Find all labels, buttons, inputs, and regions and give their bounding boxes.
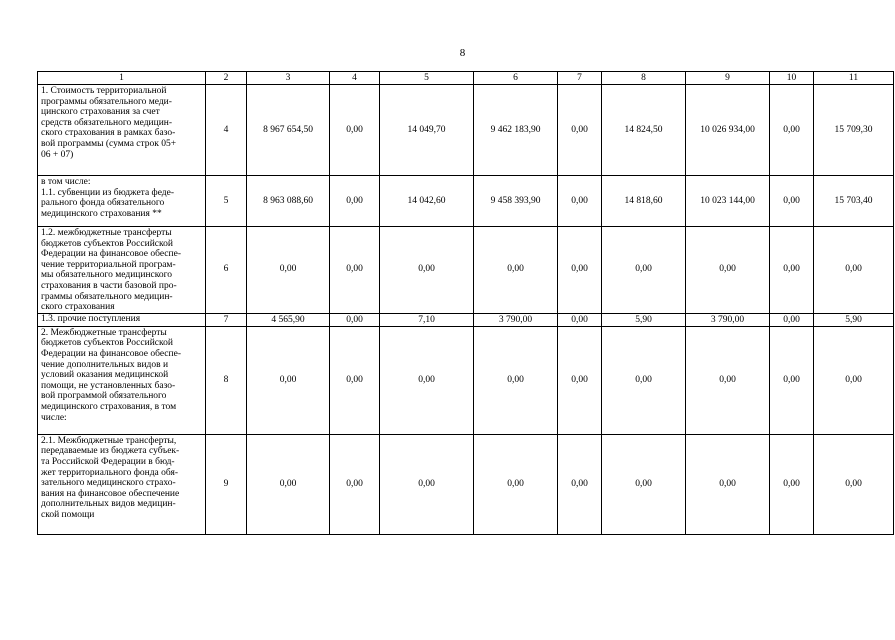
value-cell-col-6: 0,00 bbox=[474, 227, 558, 314]
value-cell-col-6: 0,00 bbox=[474, 326, 558, 434]
value-cell-col-7: 0,00 bbox=[558, 313, 602, 326]
row-label-line: вой программой обязательного bbox=[41, 391, 167, 402]
value-cell-col-4: 0,00 bbox=[330, 85, 380, 176]
column-header-4: 4 bbox=[330, 72, 380, 85]
value-cell-col-3: 0,00 bbox=[247, 434, 330, 534]
page-number: 8 bbox=[459, 47, 466, 59]
row-label-line: 1. Стоимость территориальной bbox=[41, 86, 167, 96]
table-row bbox=[38, 313, 894, 326]
row-code: 9 bbox=[206, 434, 247, 534]
value-cell-col-9: 0,00 bbox=[686, 227, 770, 314]
row-label bbox=[38, 434, 206, 534]
value-cell-col-11: 0,00 bbox=[814, 227, 894, 314]
row-label-line: вой программы (сумма строк 05+ bbox=[41, 138, 177, 149]
row-label-line: страхования в части базовой про- bbox=[41, 280, 177, 291]
row-code: 7 bbox=[206, 313, 247, 326]
value-cell-col-6: 3 790,00 bbox=[474, 313, 558, 326]
column-header-7: 7 bbox=[558, 72, 602, 85]
row-label-line: зательного медицинского страхо- bbox=[41, 478, 176, 489]
table-row bbox=[38, 326, 894, 434]
row-label-line: 2. Межбюджетные трансферты bbox=[41, 327, 167, 338]
value-cell-col-10: 0,00 bbox=[770, 326, 814, 434]
row-label-line: числе: bbox=[41, 412, 67, 423]
value-cell-col-3: 4 565,90 bbox=[247, 313, 330, 326]
value-cell-col-3: 8 967 654,50 bbox=[247, 85, 330, 176]
row-label-line: граммы обязательного медицин- bbox=[41, 291, 173, 302]
value-cell-col-10: 0,00 bbox=[770, 313, 814, 326]
value-cell-col-8: 0,00 bbox=[602, 326, 686, 434]
column-header-1: 1 bbox=[38, 72, 206, 85]
value-cell-col-3: 0,00 bbox=[247, 227, 330, 314]
row-label-line: медицинского страхования ** bbox=[41, 208, 162, 219]
value-cell-col-5: 0,00 bbox=[380, 227, 474, 314]
value-cell-col-5: 14 042,60 bbox=[380, 176, 474, 227]
row-label-line: ской помощи bbox=[41, 509, 95, 520]
value-cell-col-10: 0,00 bbox=[770, 176, 814, 227]
row-label bbox=[38, 176, 206, 227]
value-cell-col-11: 0,00 bbox=[814, 434, 894, 534]
column-header-8: 8 bbox=[602, 72, 686, 85]
value-cell-col-4: 0,00 bbox=[330, 434, 380, 534]
value-cell-col-9: 10 026 934,00 bbox=[686, 85, 770, 176]
row-label-line: бюджетов субъектов Российской bbox=[41, 338, 173, 349]
value-cell-col-7: 0,00 bbox=[558, 227, 602, 314]
row-label-line: чение дополнительных видов и bbox=[41, 359, 169, 370]
row-label-line: та Российской Федерации в бюд- bbox=[41, 456, 175, 467]
table-row bbox=[38, 434, 894, 534]
row-label bbox=[38, 326, 206, 434]
row-label-line: ского страхования в рамках базо- bbox=[41, 128, 176, 139]
row-label bbox=[38, 227, 206, 314]
value-cell-col-10: 0,00 bbox=[770, 85, 814, 176]
row-label-line: Федерации на финансовое обеспе- bbox=[41, 348, 181, 359]
row-label-line: 2.1. Межбюджетные трансферты, bbox=[41, 435, 177, 446]
row-label-line: цинского страхования за счет bbox=[41, 107, 160, 118]
header-row bbox=[38, 72, 894, 85]
value-cell-col-11: 0,00 bbox=[814, 326, 894, 434]
row-label-line: бюджетов субъектов Российской bbox=[41, 238, 173, 249]
column-header-3: 3 bbox=[247, 72, 330, 85]
row-label-line: Федерации на финансовое обеспе- bbox=[41, 249, 181, 260]
row-label-line: жет территориального фонда обя- bbox=[41, 467, 179, 478]
row-label-line: программы обязательного меди- bbox=[41, 96, 172, 107]
value-cell-col-5: 0,00 bbox=[380, 326, 474, 434]
value-cell-col-10: 0,00 bbox=[770, 434, 814, 534]
value-cell-col-8: 0,00 bbox=[602, 227, 686, 314]
value-cell-col-10: 0,00 bbox=[770, 227, 814, 314]
value-cell-col-9: 10 023 144,00 bbox=[686, 176, 770, 227]
table-row bbox=[38, 227, 894, 314]
value-cell-col-9: 3 790,00 bbox=[686, 313, 770, 326]
row-label-line: 06 + 07) bbox=[41, 149, 74, 160]
value-cell-col-8: 5,90 bbox=[602, 313, 686, 326]
value-cell-col-5: 0,00 bbox=[380, 434, 474, 534]
row-label bbox=[38, 85, 206, 176]
row-label-line: рального фонда обязательного bbox=[41, 198, 165, 209]
value-cell-col-8: 0,00 bbox=[602, 434, 686, 534]
value-cell-col-11: 15 703,40 bbox=[814, 176, 894, 227]
value-cell-col-9: 0,00 bbox=[686, 326, 770, 434]
value-cell-col-4: 0,00 bbox=[330, 176, 380, 227]
value-cell-col-11: 15 709,30 bbox=[814, 85, 894, 176]
row-label-line: вания на финансовое обеспечение bbox=[41, 488, 180, 499]
value-cell-col-3: 8 963 088,60 bbox=[247, 176, 330, 227]
row-label-line: помощи, не установленных базо- bbox=[41, 380, 176, 391]
row-code: 5 bbox=[206, 176, 247, 227]
column-header-6: 6 bbox=[474, 72, 558, 85]
row-label-line: чение территориальной програм- bbox=[41, 259, 176, 270]
row-label-line: передаваемые из бюджета субъек- bbox=[41, 446, 180, 457]
value-cell-col-4: 0,00 bbox=[330, 313, 380, 326]
value-cell-col-5: 7,10 bbox=[380, 313, 474, 326]
row-code: 4 bbox=[206, 85, 247, 176]
value-cell-col-3: 0,00 bbox=[247, 326, 330, 434]
value-cell-col-8: 14 824,50 bbox=[602, 85, 686, 176]
column-header-2: 2 bbox=[206, 72, 247, 85]
table-row bbox=[38, 85, 894, 176]
value-cell-col-7: 0,00 bbox=[558, 326, 602, 434]
value-cell-col-4: 0,00 bbox=[330, 326, 380, 434]
row-label bbox=[38, 313, 206, 326]
row-label-line: мы обязательного медицинского bbox=[41, 270, 173, 281]
value-cell-col-6: 9 458 393,90 bbox=[474, 176, 558, 227]
value-cell-col-11: 5,90 bbox=[814, 313, 894, 326]
row-label-line: ского страхования bbox=[41, 302, 115, 313]
value-cell-col-9: 0,00 bbox=[686, 434, 770, 534]
column-header-10: 10 bbox=[770, 72, 814, 85]
value-cell-col-4: 0,00 bbox=[330, 227, 380, 314]
row-label-line: медицинского страхования, в том bbox=[41, 401, 177, 412]
budget-table bbox=[37, 71, 894, 535]
value-cell-col-6: 0,00 bbox=[474, 434, 558, 534]
table-body bbox=[38, 72, 894, 535]
value-cell-col-7: 0,00 bbox=[558, 176, 602, 227]
column-header-5: 5 bbox=[380, 72, 474, 85]
value-cell-col-6: 9 462 183,90 bbox=[474, 85, 558, 176]
row-label-line: средств обязательного медицин- bbox=[41, 117, 173, 128]
column-header-11: 11 bbox=[814, 72, 894, 85]
column-header-9: 9 bbox=[686, 72, 770, 85]
value-cell-col-8: 14 818,60 bbox=[602, 176, 686, 227]
row-label-line: 1.3. прочие поступления bbox=[41, 314, 141, 325]
row-code: 6 bbox=[206, 227, 247, 314]
row-label-line: 1.1. субвенции из бюджета феде- bbox=[41, 187, 174, 198]
row-label-line: 1.2. межбюджетные трансферты bbox=[41, 228, 172, 238]
value-cell-col-7: 0,00 bbox=[558, 434, 602, 534]
row-label-line: в том числе: bbox=[41, 177, 91, 187]
value-cell-col-7: 0,00 bbox=[558, 85, 602, 176]
table-row bbox=[38, 176, 894, 227]
row-label-line: дополнительных видов медицин- bbox=[41, 499, 176, 510]
row-code: 8 bbox=[206, 326, 247, 434]
row-label-line: условий оказания медицинской bbox=[41, 370, 169, 381]
value-cell-col-5: 14 049,70 bbox=[380, 85, 474, 176]
